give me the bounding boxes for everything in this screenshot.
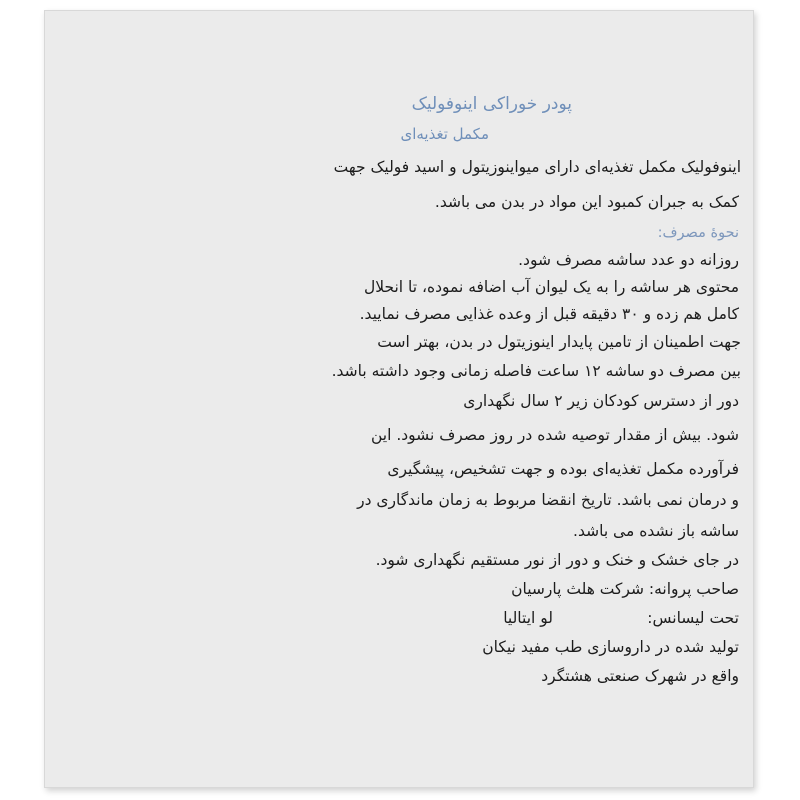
warning-line-4: و درمان نمی باشد. تاریخ انقضا مربوط به زمان ماندگاری در xyxy=(357,491,739,509)
warning-line-2: شود. بیش از مقدار توصیه شده در روز مصرف نشود. این xyxy=(370,426,739,444)
product-title: پودر خوراکی اینوفولیک xyxy=(411,94,572,114)
under-license-label: تحت لیسانس: xyxy=(647,609,739,627)
under-license-value: لو ایتالیا xyxy=(503,609,553,627)
license-holder: صاحب پروانه: شرکت هلث پارسیان xyxy=(511,580,739,598)
warning-line-1: دور از دسترس کودکان زیر ۲ سال نگهداری xyxy=(463,392,739,410)
leaflet-page xyxy=(44,10,754,788)
usage-heading: نحوۀ مصرف: xyxy=(657,225,739,241)
manufacturer-location: واقع در شهرک صنعتی هشتگرد xyxy=(541,667,739,685)
storage-note: در جای خشک و خنک و دور از نور مستقیم نگهداری شود. xyxy=(375,551,739,569)
manufacturer: تولید شده در داروسازی طب مفید نیکان xyxy=(482,638,739,656)
usage-line-5: بین مصرف دو ساشه ۱۲ ساعت فاصله زمانی وجود داشته باشد. xyxy=(331,362,741,380)
usage-line-3: کامل هم زده و ۳۰ دقیقه قبل از وعده غذایی مصرف نمایید. xyxy=(359,305,739,323)
intro-line-2: کمک به جبران کمبود این مواد در بدن می باشد. xyxy=(434,193,739,211)
usage-line-4: جهت اطمینان از تامین پایدار اینوزیتول در بدن، بهتر است xyxy=(377,333,741,351)
usage-line-1: روزانه دو عدد ساشه مصرف شود. xyxy=(518,251,739,269)
usage-line-2: محتوی هر ساشه را به یک لیوان آب اضافه نموده، تا انحلال xyxy=(363,278,739,296)
intro-line-1: اینوفولیک مکمل تغذیه‌ای دارای میواینوزیتول و اسید فولیک جهت xyxy=(333,158,741,176)
product-subtitle: مکمل تغذیه‌ای xyxy=(400,125,489,143)
warning-line-5: ساشه باز نشده می باشد. xyxy=(573,522,739,540)
warning-line-3: فرآورده مکمل تغذیه‌ای بوده و جهت تشخیص، پیشگیری xyxy=(387,460,739,478)
